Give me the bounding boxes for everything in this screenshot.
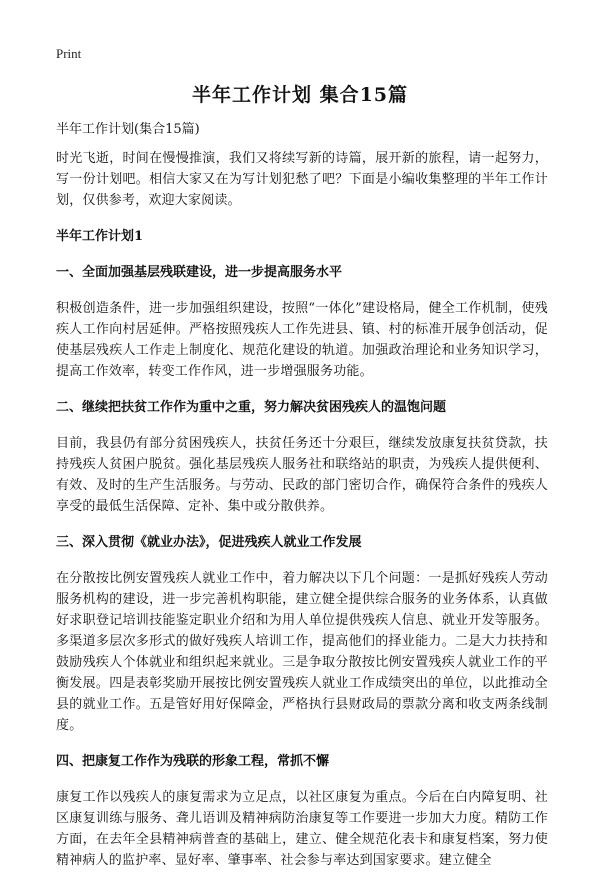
document-body <box>56 119 548 886</box>
section-heading-1: 一、全面加强基层残联建设，进一步提高服务水平 <box>56 265 343 280</box>
page-title: 半年工作计划 集合15篇 <box>191 84 409 106</box>
section-body-1: 积极创造条件，进一步加强组织建设，按照“一体化”建设格局，健全工作机制，使残疾人工作向村居延伸。严格按照残疾人工作先进县、镇、村的标准开展争创活动，促使基层残疾人工作走上制度化、规范化建设的轨道。加强政治理论和业务知识学习，提高工作效率，转变工作作风，进一步增强服务功能。 <box>56 301 548 379</box>
section-body-2: 目前，我县仍有部分贫困残疾人，扶贫任务还十分艰巨，继续发放康复扶贫贷款，扶持残疾人贫困户脱贫。强化基层残疾人服务社和联络站的职责，为残疾人提供便利、有效、及时的生产生活服务。与劳动、民政的部门密切合作，确保符合条件的残疾人享受的最低生活保障、定补、集中或分散供养。 <box>56 436 548 514</box>
intro-paragraph: 时光飞逝，时间在慢慢推演，我们又将续写新的诗篇，展开新的旅程，请一起努力，写一份计划吧。相信大家又在为写计划犯愁了吧？下面是小编收集整理的半年工作计划，仅供参考，欢迎大家阅读。 <box>56 151 548 208</box>
print-link[interactable]: Print <box>56 46 82 61</box>
section-heading-2: 二、继续把扶贫工作作为重中之重，努力解决贫困残疾人的温饱问题 <box>56 400 447 415</box>
section-body-3: 在分散按比例安置残疾人就业工作中，着力解决以下几个问题：一是抓好残疾人劳动服务机构的建设，进一步完善机构职能，建立健全提供综合服务的业务体系，认真做好求职登记培训技能鉴定职业介绍和为用人单位提供残疾人信息、就业开发等服务。多渠道多层次多形式的做好残疾人培训工作，提高他们的择业能力。二是大力扶持和鼓励残疾人个体就业和组织起来就业。三是争取分散按比例安置残疾人就业工作的平衡发展。四是表彰奖励开展按比例安置残疾人就业工作成绩突出的单位，以此推动全县的就业工作。五是管好用好保障金，严格执行县财政局的票款分离和收支两条线制度。 <box>56 571 548 733</box>
section-heading-3: 三、深入贯彻《就业办法》，促进残疾人就业工作发展 <box>56 535 362 550</box>
plan-heading: 半年工作计划1 <box>56 229 144 244</box>
section-heading-4: 四、把康复工作作为残联的形象工程，常抓不懈 <box>56 754 330 769</box>
section-body-4: 康复工作以残疾人的康复需求为立足点，以社区康复为重点。今后在白内障复明、社区康复训练与服务、聋儿语训及精神病防治康复等工作要进一步加大力度。精防工作方面，在去年全县精神病普查的基础上，建立、健全规范化表卡和康复档案，努力使精神病人的监护率、显好率、肇事率、社会参与率达到国家要求。建立健全 <box>56 790 548 868</box>
document-subtitle: 半年工作计划(集合15篇) <box>56 122 200 137</box>
